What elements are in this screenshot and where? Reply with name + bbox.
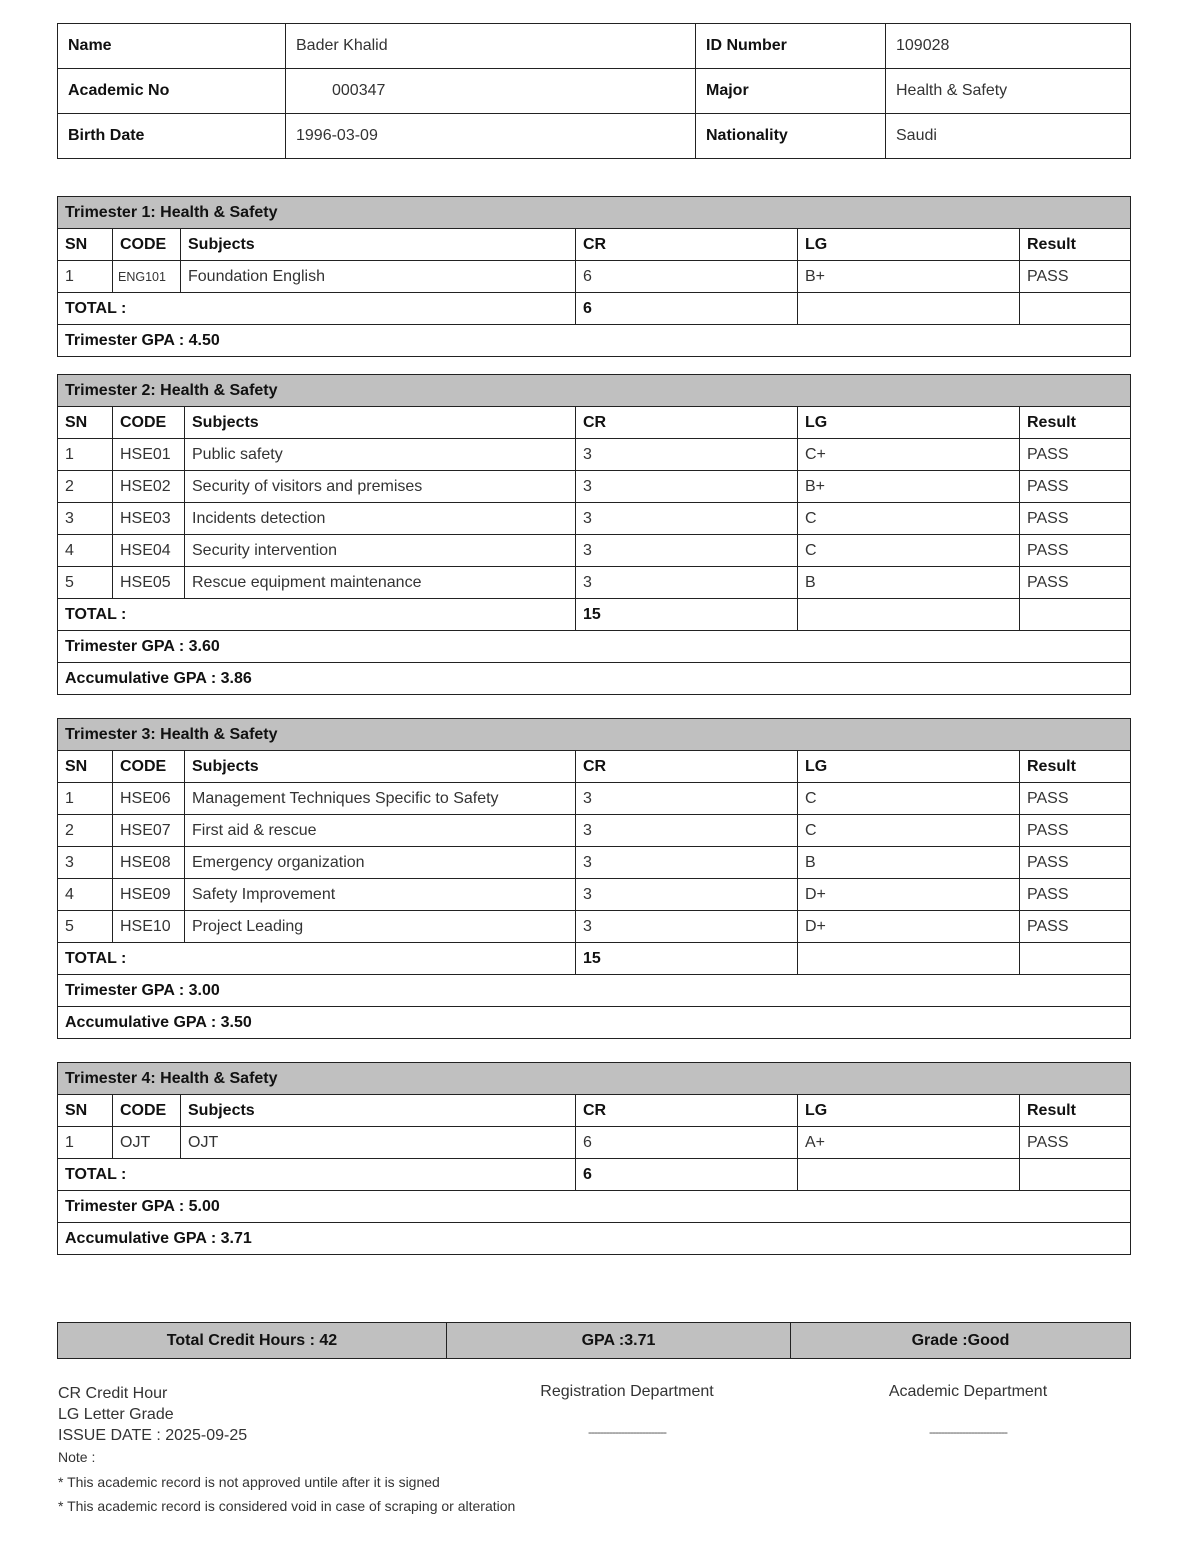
- course-row: [58, 879, 1131, 911]
- course-sn: 1: [58, 783, 113, 815]
- trimester-table: [57, 374, 1131, 695]
- course-subject: Safety Improvement: [185, 879, 576, 911]
- column-header-lg: LG: [798, 229, 1020, 261]
- trimester-title: Trimester 1: Health & Safety: [58, 197, 1131, 229]
- column-header-subjects: Subjects: [185, 407, 576, 439]
- course-row: [58, 439, 1131, 471]
- course-subject: Rescue equipment maintenance: [185, 567, 576, 599]
- course-cr: 3: [576, 815, 798, 847]
- total-result-empty: [1020, 293, 1131, 325]
- total-label: TOTAL :: [58, 1159, 576, 1191]
- course-row: [58, 847, 1131, 879]
- course-lg: C+: [798, 439, 1020, 471]
- course-lg: C: [798, 535, 1020, 567]
- overall-grade: Grade :Good: [791, 1323, 1131, 1359]
- total-credits: 6: [576, 1159, 798, 1191]
- trimester-header: [58, 1063, 1131, 1095]
- course-lg: D+: [798, 879, 1020, 911]
- nationality-label: Nationality: [696, 114, 886, 159]
- total-result-empty: [1020, 943, 1131, 975]
- trimester-gpa: Trimester GPA : 3.00: [58, 975, 1131, 1007]
- column-header-result: Result: [1020, 407, 1131, 439]
- name-label: Name: [58, 24, 286, 69]
- course-cr: 3: [576, 911, 798, 943]
- course-subject: OJT: [181, 1127, 576, 1159]
- registration-signature-line: --------------------------: [588, 1425, 666, 1439]
- course-row: [58, 567, 1131, 599]
- column-header-result: Result: [1020, 229, 1131, 261]
- column-header-lg: LG: [798, 1095, 1020, 1127]
- course-code: HSE07: [113, 815, 185, 847]
- course-result: PASS: [1020, 911, 1131, 943]
- course-code: ENG101: [113, 261, 181, 293]
- column-header-cr: CR: [576, 407, 798, 439]
- total-credit-hours: Total Credit Hours : 42: [58, 1323, 447, 1359]
- course-result: PASS: [1020, 567, 1131, 599]
- course-sn: 3: [58, 503, 113, 535]
- course-lg: B: [798, 567, 1020, 599]
- note-1: * This academic record is not approved untile after it is signed: [58, 1474, 440, 1490]
- column-header-subjects: Subjects: [181, 1095, 576, 1127]
- course-subject: Project Leading: [185, 911, 576, 943]
- major-value: Health & Safety: [886, 69, 1131, 114]
- course-row: [58, 535, 1131, 567]
- total-row: [58, 599, 1131, 631]
- course-lg: B+: [798, 261, 1020, 293]
- course-row: [58, 1127, 1131, 1159]
- course-result: PASS: [1020, 1127, 1131, 1159]
- total-lg-empty: [798, 943, 1020, 975]
- course-code: HSE09: [113, 879, 185, 911]
- course-row: [58, 783, 1131, 815]
- course-code: HSE02: [113, 471, 185, 503]
- course-code: HSE03: [113, 503, 185, 535]
- course-result: PASS: [1020, 847, 1131, 879]
- course-sn: 5: [58, 911, 113, 943]
- total-credits: 15: [576, 943, 798, 975]
- course-lg: C: [798, 783, 1020, 815]
- course-code: HSE08: [113, 847, 185, 879]
- trimester-title: Trimester 3: Health & Safety: [58, 719, 1131, 751]
- course-subject: Security intervention: [185, 535, 576, 567]
- course-sn: 1: [58, 1127, 113, 1159]
- total-credits: 15: [576, 599, 798, 631]
- course-sn: 5: [58, 567, 113, 599]
- academic-signature-line: --------------------------: [929, 1425, 1007, 1439]
- trimester-gpa-row: [58, 975, 1131, 1007]
- course-sn: 3: [58, 847, 113, 879]
- column-header-cr: CR: [576, 1095, 798, 1127]
- accumulative-gpa: Accumulative GPA : 3.50: [58, 1007, 1131, 1039]
- course-result: PASS: [1020, 471, 1131, 503]
- course-cr: 3: [576, 783, 798, 815]
- column-header-lg: LG: [798, 751, 1020, 783]
- cr-legend: CR Credit Hour: [58, 1385, 168, 1402]
- trimester-title: Trimester 2: Health & Safety: [58, 375, 1131, 407]
- trimester-table: [57, 1062, 1131, 1255]
- accumulative-gpa: Accumulative GPA : 3.86: [58, 663, 1131, 695]
- total-row: [58, 1159, 1131, 1191]
- trimester-gpa-row: [58, 1191, 1131, 1223]
- accumulative-gpa-row: [58, 663, 1131, 695]
- column-header-result: Result: [1020, 751, 1131, 783]
- overall-gpa: GPA :3.71: [447, 1323, 791, 1359]
- course-lg: C: [798, 503, 1020, 535]
- total-credits: 6: [576, 293, 798, 325]
- course-cr: 3: [576, 535, 798, 567]
- academic-no-label: Academic No: [58, 69, 286, 114]
- issue-date: ISSUE DATE : 2025-09-25: [58, 1427, 248, 1444]
- course-result: PASS: [1020, 815, 1131, 847]
- trimester-gpa-row: [58, 631, 1131, 663]
- column-header-row: [58, 407, 1131, 439]
- column-header-sn: SN: [58, 751, 113, 783]
- registration-department: Registration Department: [540, 1383, 714, 1400]
- trimester-gpa-row: [58, 325, 1131, 357]
- trimester-title: Trimester 4: Health & Safety: [58, 1063, 1131, 1095]
- trimester-header: [58, 375, 1131, 407]
- column-header-cr: CR: [576, 229, 798, 261]
- course-cr: 3: [576, 879, 798, 911]
- course-cr: 3: [576, 847, 798, 879]
- course-cr: 3: [576, 471, 798, 503]
- course-cr: 3: [576, 439, 798, 471]
- accumulative-gpa-row: [58, 1223, 1131, 1255]
- course-subject: Public safety: [185, 439, 576, 471]
- course-subject: Management Techniques Specific to Safety: [185, 783, 576, 815]
- academic-department: Academic Department: [888, 1383, 1048, 1400]
- birth-date-value: 1996-03-09: [286, 114, 696, 159]
- total-label: TOTAL :: [58, 293, 576, 325]
- total-result-empty: [1020, 599, 1131, 631]
- column-header-sn: SN: [58, 1095, 113, 1127]
- course-lg: A+: [798, 1127, 1020, 1159]
- trimester-header: [58, 719, 1131, 751]
- id-number-value: 109028: [886, 24, 1131, 69]
- course-result: PASS: [1020, 879, 1131, 911]
- course-row: [58, 911, 1131, 943]
- course-cr: 3: [576, 503, 798, 535]
- course-row: [58, 503, 1131, 535]
- total-result-empty: [1020, 1159, 1131, 1191]
- trimester-gpa: Trimester GPA : 5.00: [58, 1191, 1131, 1223]
- total-label: TOTAL :: [58, 943, 576, 975]
- student-info-table: [57, 23, 1131, 159]
- column-header-lg: LG: [798, 407, 1020, 439]
- course-subject: First aid & rescue: [185, 815, 576, 847]
- column-header-code: CODE: [113, 229, 181, 261]
- trimester-gpa: Trimester GPA : 3.60: [58, 631, 1131, 663]
- course-lg: D+: [798, 911, 1020, 943]
- column-header-row: [58, 1095, 1131, 1127]
- course-code: HSE06: [113, 783, 185, 815]
- legend: [58, 1383, 247, 1446]
- course-subject: Foundation English: [181, 261, 576, 293]
- column-header-row: [58, 229, 1131, 261]
- course-sn: 2: [58, 815, 113, 847]
- id-number-label: ID Number: [696, 24, 886, 69]
- lg-legend: LG Letter Grade: [58, 1406, 174, 1423]
- total-lg-empty: [798, 1159, 1020, 1191]
- column-header-row: [58, 751, 1131, 783]
- total-label: TOTAL :: [58, 599, 576, 631]
- course-result: PASS: [1020, 783, 1131, 815]
- course-sn: 2: [58, 471, 113, 503]
- course-lg: B: [798, 847, 1020, 879]
- column-header-subjects: Subjects: [185, 751, 576, 783]
- trimester-header: [58, 197, 1131, 229]
- total-row: [58, 943, 1131, 975]
- course-result: PASS: [1020, 535, 1131, 567]
- nationality-value: Saudi: [886, 114, 1131, 159]
- column-header-cr: CR: [576, 751, 798, 783]
- course-sn: 1: [58, 261, 113, 293]
- column-header-code: CODE: [113, 407, 185, 439]
- trimester-table: [57, 196, 1131, 357]
- course-subject: Security of visitors and premises: [185, 471, 576, 503]
- course-row: [58, 471, 1131, 503]
- course-sn: 1: [58, 439, 113, 471]
- course-code: HSE10: [113, 911, 185, 943]
- column-header-result: Result: [1020, 1095, 1131, 1127]
- academic-no-value: 000347: [286, 69, 696, 114]
- column-header-sn: SN: [58, 229, 113, 261]
- course-code: HSE04: [113, 535, 185, 567]
- major-label: Major: [696, 69, 886, 114]
- course-sn: 4: [58, 879, 113, 911]
- course-lg: B+: [798, 471, 1020, 503]
- column-header-code: CODE: [113, 1095, 181, 1127]
- course-lg: C: [798, 815, 1020, 847]
- note-label: Note :: [58, 1449, 96, 1465]
- accumulative-gpa-row: [58, 1007, 1131, 1039]
- course-result: PASS: [1020, 439, 1131, 471]
- total-lg-empty: [798, 293, 1020, 325]
- course-cr: 6: [576, 1127, 798, 1159]
- course-code: HSE05: [113, 567, 185, 599]
- trimester-gpa: Trimester GPA : 4.50: [58, 325, 1131, 357]
- course-row: [58, 261, 1131, 293]
- trimester-table: [57, 718, 1131, 1039]
- column-header-subjects: Subjects: [181, 229, 576, 261]
- birth-date-label: Birth Date: [58, 114, 286, 159]
- course-sn: 4: [58, 535, 113, 567]
- course-subject: Emergency organization: [185, 847, 576, 879]
- column-header-sn: SN: [58, 407, 113, 439]
- name-value: Bader Khalid: [286, 24, 696, 69]
- course-result: PASS: [1020, 503, 1131, 535]
- column-header-code: CODE: [113, 751, 185, 783]
- course-subject: Incidents detection: [185, 503, 576, 535]
- course-code: HSE01: [113, 439, 185, 471]
- accumulative-gpa: Accumulative GPA : 3.71: [58, 1223, 1131, 1255]
- course-cr: 6: [576, 261, 798, 293]
- total-row: [58, 293, 1131, 325]
- course-result: PASS: [1020, 261, 1131, 293]
- course-cr: 3: [576, 567, 798, 599]
- course-row: [58, 815, 1131, 847]
- note-2: * This academic record is considered void in case of scraping or alteration: [58, 1498, 516, 1514]
- course-code: OJT: [113, 1127, 181, 1159]
- total-lg-empty: [798, 599, 1020, 631]
- summary-table: [57, 1322, 1131, 1359]
